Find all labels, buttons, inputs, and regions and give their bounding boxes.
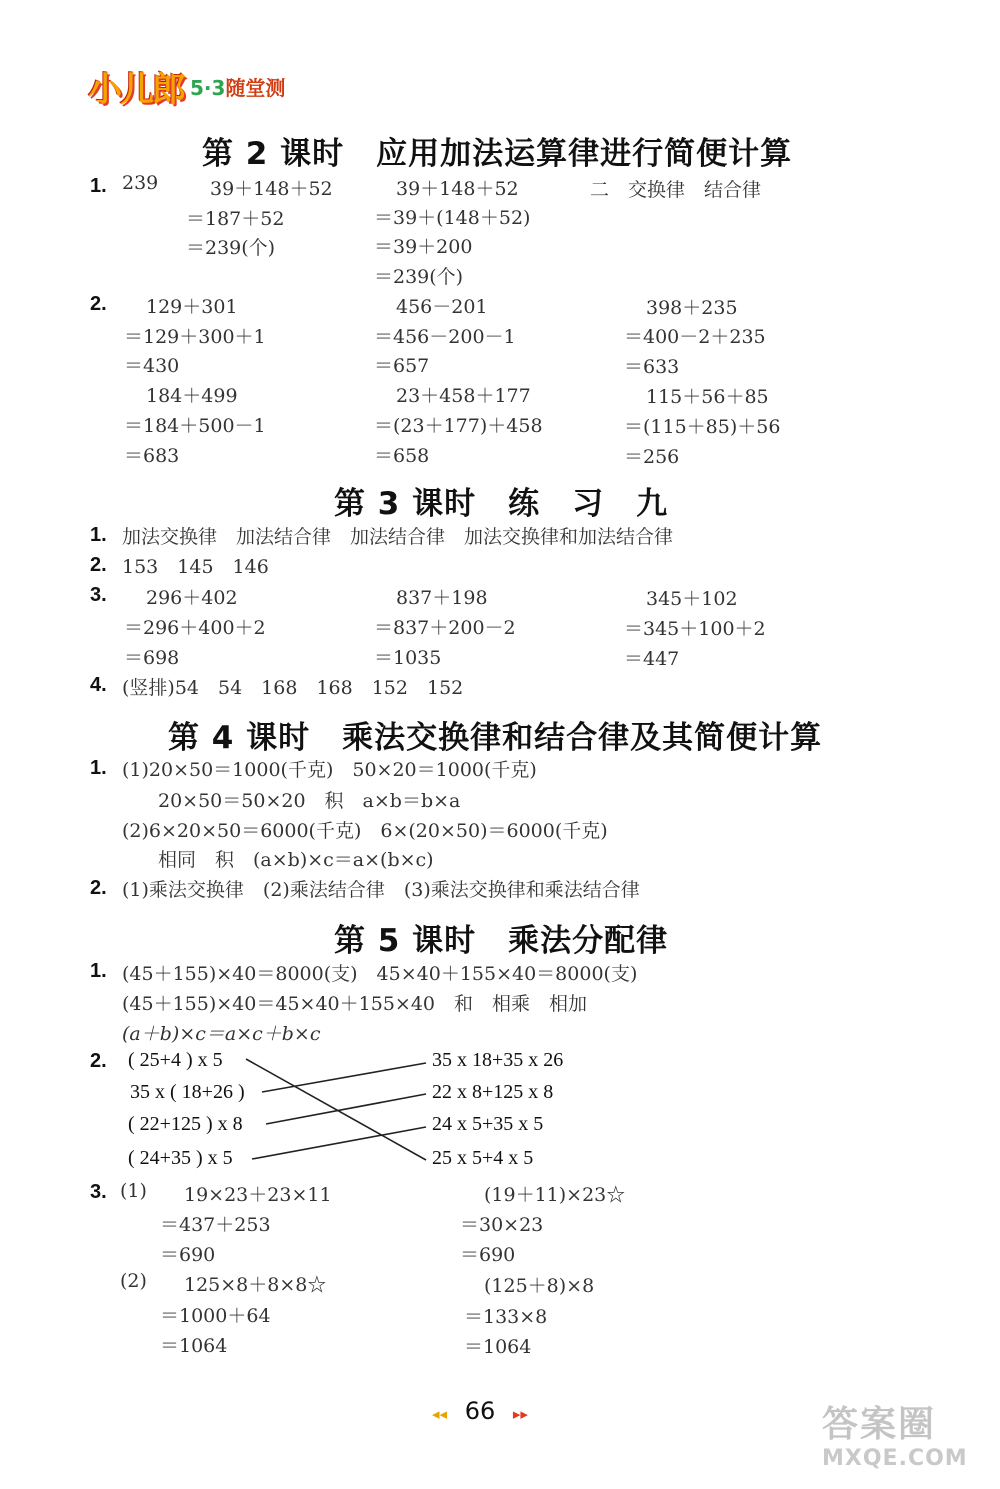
match-right-item: 25 x 5+4 x 5 [432, 1147, 534, 1169]
calc-line: ＝657 [374, 355, 430, 377]
answer-text: 20×50＝50×20 积 a×b＝b×a [158, 790, 461, 812]
match-line [262, 1063, 426, 1092]
answer-text: (竖排)54 54 168 168 152 152 [122, 677, 464, 699]
calc-line: ＝133×8 [464, 1306, 548, 1328]
match-line [266, 1094, 426, 1124]
page-indicator [432, 1397, 528, 1425]
calc-line: ＝239(个) [186, 237, 276, 259]
section-title-2: 第 2 课时 应用加法运算律进行简便计算 [202, 136, 793, 172]
match-line [252, 1127, 426, 1159]
calc-line: 19×23＋23×11 [184, 1184, 332, 1206]
watermark-url: MXQE.COM [822, 1446, 968, 1471]
answer-text: 二 交换律 结合律 [590, 179, 762, 201]
calc-line: ＝1064 [160, 1335, 228, 1357]
calc-line: ＝1000＋64 [160, 1305, 271, 1327]
calc-line: ＝698 [124, 647, 180, 669]
answer-text: (1)20×50＝1000(千克) 50×20＝1000(千克) [122, 759, 537, 781]
match-left-item: ( 22+125 ) x 8 [128, 1113, 243, 1135]
question-number: 2. [90, 554, 107, 576]
calc-line: (125＋8)×8 [484, 1275, 595, 1297]
question-number: 3. [90, 1181, 107, 1203]
calc-line: (19＋11)×23☆ [484, 1184, 626, 1206]
sub-label: (1) [120, 1180, 147, 1202]
calc-line: ＝345＋100＋2 [624, 618, 766, 640]
question-number: 1. [90, 524, 107, 546]
question-number: 2. [90, 1050, 107, 1072]
match-line [246, 1059, 426, 1160]
calc-line: ＝39＋(148＋52) [374, 207, 531, 229]
calc-line: ＝129＋300＋1 [124, 326, 266, 348]
prev-page-icon[interactable]: ◂◂ [432, 1405, 448, 1423]
logo-text: 小儿郎 [88, 70, 184, 110]
question-number: 1. [90, 960, 107, 982]
calc-line: 125×8＋8×8☆ [184, 1274, 327, 1296]
calc-line: ＝658 [374, 445, 430, 467]
calc-line: 345＋102 [646, 588, 738, 610]
match-left-item: ( 24+35 ) x 5 [128, 1147, 233, 1169]
calc-line: ＝187＋52 [186, 208, 285, 230]
match-left-item: 35 x ( 18+26 ) [130, 1081, 245, 1103]
logo-series: 5·3随堂测 [190, 76, 286, 100]
match-right-item: 24 x 5+35 x 5 [432, 1113, 544, 1135]
answer-text: 相同 积 (a×b)×c＝a×(b×c) [158, 849, 434, 871]
calc-line: ＝837＋200－2 [374, 617, 516, 639]
question-number: 1. [90, 757, 107, 779]
calc-line: 39＋148＋52 [396, 178, 519, 200]
answer-text: (a＋b)×c＝a×c＋b×c [122, 1023, 321, 1045]
calc-line: ＝633 [624, 356, 680, 378]
question-number: 4. [90, 674, 107, 696]
answer-text: (45＋155)×40＝45×40＋155×40 和 相乘 相加 [122, 993, 587, 1015]
calc-line: 184＋499 [146, 385, 238, 407]
calc-line: ＝430 [124, 355, 180, 377]
calc-line: ＝239(个) [374, 266, 464, 288]
calc-line: ＝447 [624, 648, 680, 670]
section-title-4: 第 4 课时 乘法交换律和结合律及其简便计算 [168, 720, 823, 756]
question-number: 2. [90, 877, 107, 899]
answer-text: (1)乘法交换律 (2)乘法结合律 (3)乘法交换律和乘法结合律 [122, 879, 640, 901]
match-right-item: 22 x 8+125 x 8 [432, 1081, 554, 1103]
calc-line: 296＋402 [146, 587, 238, 609]
answer-text: 239 [122, 172, 159, 194]
calc-line: ＝(23＋177)＋458 [374, 415, 543, 437]
calc-line: ＝296＋400＋2 [124, 617, 266, 639]
calc-line: ＝39＋200 [374, 236, 473, 258]
calc-line: ＝184＋500－1 [124, 415, 266, 437]
answer-text: 153 145 146 [122, 556, 269, 578]
calc-line: 398＋235 [646, 297, 738, 319]
next-page-icon[interactable]: ▸▸ [512, 1405, 528, 1423]
page-number: 66 [464, 1397, 496, 1425]
calc-line: ＝690 [160, 1244, 216, 1266]
calc-line: 115＋56＋85 [646, 386, 769, 408]
answer-text: (2)6×20×50＝6000(千克) 6×(20×50)＝6000(千克) [122, 820, 608, 842]
sub-label: (2) [120, 1270, 147, 1292]
calc-line: ＝256 [624, 446, 680, 468]
calc-line: 129＋301 [146, 296, 238, 318]
calc-line: ＝690 [460, 1244, 516, 1266]
calc-line: ＝400－2＋235 [624, 326, 766, 348]
answer-text: (45＋155)×40＝8000(支) 45×40＋155×40＝8000(支) [122, 963, 638, 985]
match-right-item: 35 x 18+35 x 26 [432, 1049, 564, 1071]
watermark-logo: 答案圈 [822, 1404, 937, 1445]
calc-line: ＝1064 [464, 1336, 532, 1358]
calc-line: ＝30×23 [460, 1214, 544, 1236]
calc-line: ＝(115＋85)＋56 [624, 416, 781, 438]
calc-line: ＝437＋253 [160, 1214, 271, 1236]
calc-line: 23＋458＋177 [396, 385, 531, 407]
question-number: 3. [90, 584, 107, 606]
section-title-3: 第 3 课时 练 习 九 [334, 486, 669, 522]
answer-text: 加法交换律 加法结合律 加法结合律 加法交换律和加法结合律 [122, 526, 674, 548]
calc-line: ＝456－200－1 [374, 326, 516, 348]
calc-line: 837＋198 [396, 587, 488, 609]
calc-line: ＝1035 [374, 647, 442, 669]
calc-line: ＝683 [124, 445, 180, 467]
calc-line: 456－201 [396, 296, 488, 318]
question-number: 1. [90, 175, 107, 197]
section-title-5: 第 5 课时 乘法分配律 [334, 923, 669, 959]
question-number: 2. [90, 293, 107, 315]
calc-line: 39＋148＋52 [210, 178, 333, 200]
match-left-item: ( 25+4 ) x 5 [128, 1049, 223, 1071]
